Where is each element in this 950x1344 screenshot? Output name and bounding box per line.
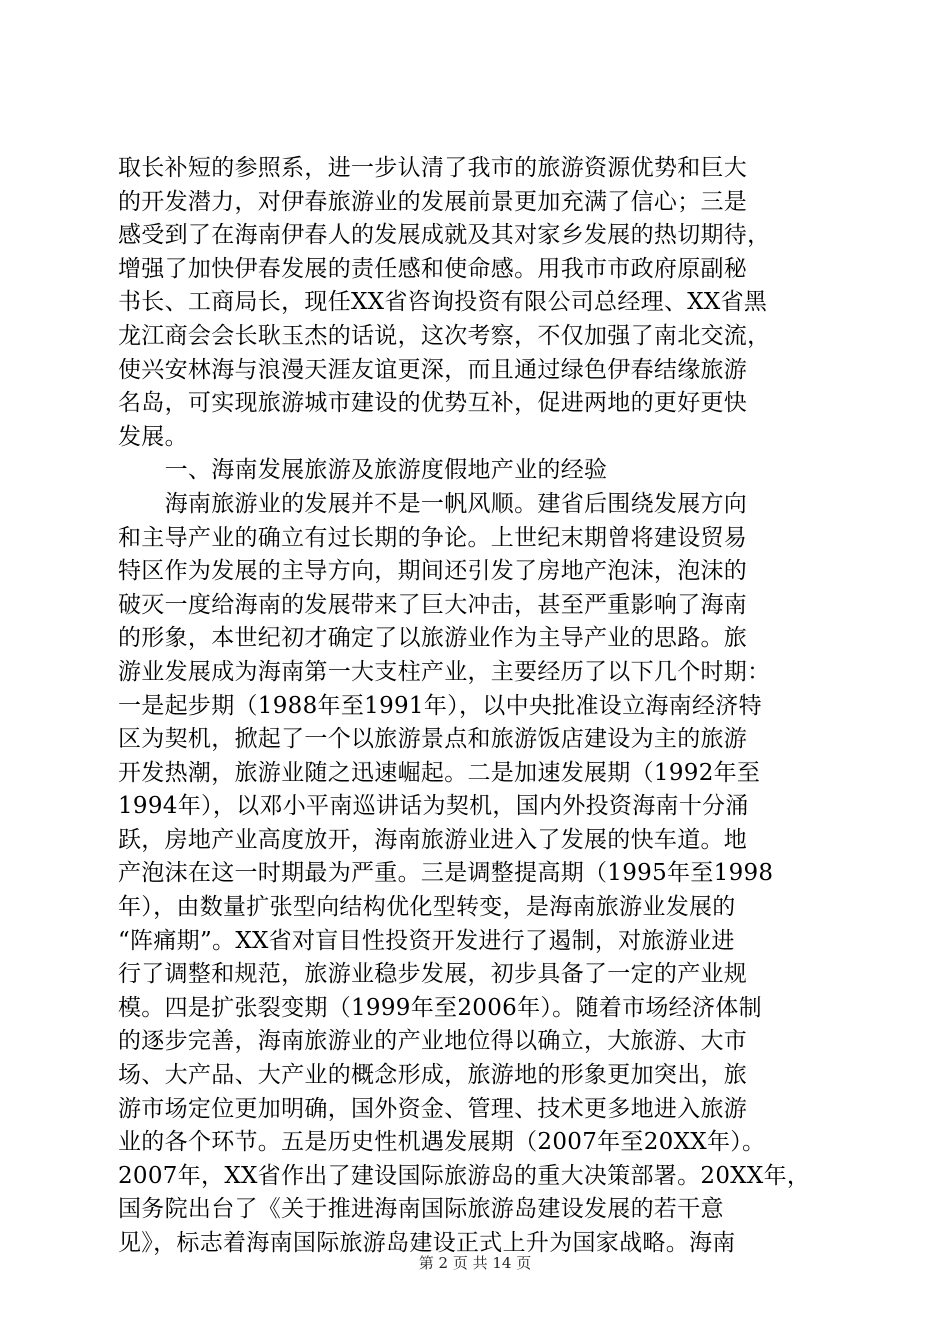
text-line: 感受到了在海南伊春人的发展成就及其对家乡发展的热切期待，: [118, 222, 771, 249]
text-line: 见》，标志着海南国际旅游岛建设正式上升为国家战略。海南: [118, 1230, 736, 1256]
text-line: 一是起步期（1988年至1991年），以中央批准设立海南经济特: [118, 692, 762, 719]
text-line: 的形象，本世纪初才确定了以旅游业作为主导产业的思路。旅: [118, 625, 748, 652]
page-footer: 第 2 页 共 14 页: [418, 1254, 532, 1272]
text-line: 破灭一度给海南的发展带来了巨大冲击，甚至严重影响了海南: [118, 591, 748, 618]
text-line: 年），由数量扩张型向结构优化型转变，是海南旅游业发展的: [118, 894, 736, 921]
text-line: 和主导产业的确立有过长期的争论。上世纪末期曾将建设贸易: [118, 524, 748, 551]
text-line: 的逐步完善，海南旅游业的产业地位得以确立，大旅游、大市: [118, 1028, 748, 1055]
body-text: [118, 152, 833, 1261]
text-line: 产泡沫在这一时期最为严重。三是调整提高期（1995年至1998: [118, 860, 774, 887]
text-line: 2007年，XX省作出了建设国际旅游岛的重大决策部署。20XX年，: [118, 1162, 811, 1189]
text-line: 游市场定位更加明确，国外资金、管理、技术更多地进入旅游: [118, 1095, 748, 1122]
text-line: 取长补短的参照系，进一步认清了我市的旅游资源优势和巨大: [118, 155, 748, 181]
text-line: 区为契机，掀起了一个以旅游景点和旅游饭店建设为主的旅游: [118, 726, 748, 753]
text-line: 1994年），以邓小平南巡讲话为契机，国内外投资海南十分涌: [118, 793, 749, 820]
text-line: 龙江商会会长耿玉杰的话说，这次考察，不仅加强了南北交流，: [118, 322, 771, 349]
text-line: 业的各个环节。五是历史性机遇发展期（2007年至20XX年）。: [118, 1129, 766, 1156]
text-line: 名岛，可实现旅游城市建设的优势互补，促进两地的更好更快: [118, 390, 748, 417]
text-line: 书长、工商局长，现任XX省咨询投资有限公司总经理、XX省黑: [118, 289, 768, 316]
text-line: 跃，房地产业高度放开，海南旅游业进入了发展的快车道。地: [118, 826, 748, 853]
text-line: 行了调整和规范，旅游业稳步发展，初步具备了一定的产业规: [118, 961, 748, 988]
text-line: 模。四是扩张裂变期（1999年至2006年）。随着市场经济体制: [118, 994, 762, 1021]
text-line: 国务院出台了《关于推进海南国际旅游岛建设发展的若干意: [118, 1196, 724, 1223]
text-line: “阵痛期”。XX省对盲目性投资开发进行了遏制，对旅游业进: [118, 927, 735, 954]
text-line: 场、大产品、大产业的概念形成，旅游地的形象更加突出，旅: [118, 1062, 748, 1089]
text-line: 使兴安林海与浪漫天涯友谊更深，而且通过绿色伊春结缘旅游: [118, 356, 748, 383]
text-line: 特区作为发展的主导方向，期间还引发了房地产泡沫，泡沫的: [118, 558, 748, 585]
text-line: 的开发潜力，对伊春旅游业的发展前景更加充满了信心；三是: [118, 188, 748, 215]
text-line: 海南旅游业的发展并不是一帆风顺。建省后围绕发展方向: [118, 490, 748, 517]
text-line: 一、海南发展旅游及旅游度假地产业的经验: [118, 457, 608, 484]
text-line: 游业发展成为海南第一大支柱产业，主要经历了以下几个时期：: [118, 658, 771, 685]
text-line: 发展。: [118, 423, 188, 450]
text-line: 增强了加快伊春发展的责任感和使命感。用我市市政府原副秘: [118, 255, 748, 282]
text-line: 开发热潮，旅游业随之迅速崛起。二是加速发展期（1992年至: [118, 759, 761, 786]
